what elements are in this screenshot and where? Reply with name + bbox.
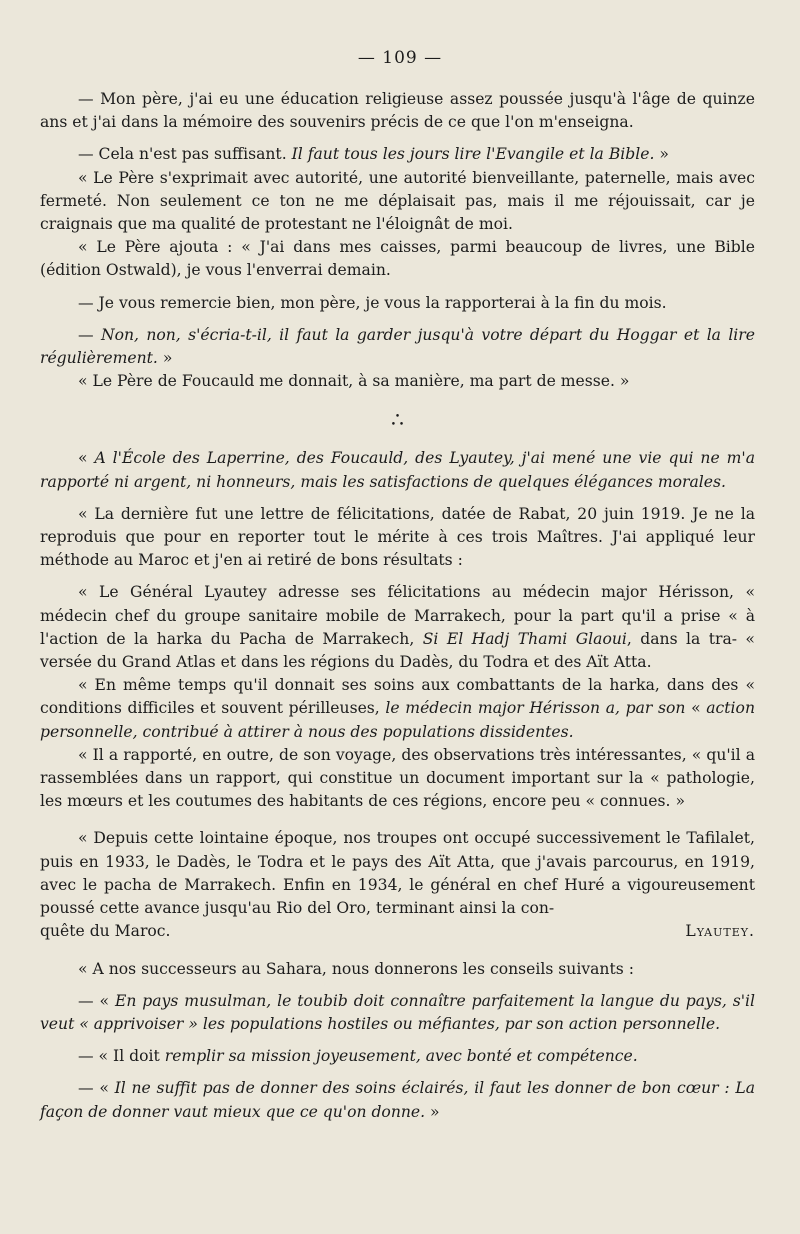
page-body [40,88,755,1124]
signature-line [40,920,755,943]
paragraph-15-italic: En pays musulman, le toubib doit connaître parfaitement la langue du pays, s'il veut « apprivoiser » les populations hostiles ou méfiantes, par son action personnelle. [40,991,755,1033]
paragraph-10-end: , dans la tra- « versée du Grand Atlas et dans les régions du Dadès, du Todra et des Aït Atta. [40,629,755,672]
page-number: — 109 — [357,48,443,68]
paragraph-11-italic-2: action personnelle, contribué à attirer à nous des populations dissidentes. [40,699,755,741]
paragraph-3: « Le Père s'exprimait avec autorité, une autorité bienveillante, paternelle, mais avec fermeté. Non seulement ce ton ne me déplaisait pas, mais il me réjouissait, car je craignais que ma qualité de protestant ne l'éloignât de moi. [40,168,755,234]
paragraph-13: « Depuis cette lointaine époque, nos troupes ont occupé successivement le Tafilalet, puis en 1933, le Dadès, le Todra et le pays des Aït Atta, que j'avais parcourus, en 1919, avec le pacha de Marrakech. Enfin en 1934, le général en chef Huré a vigoureusement poussé cette avance jusqu'au Rio del Oro, terminant ainsi la con- [40,829,755,918]
paragraph-10 [40,581,755,674]
paragraph-10-text: « Le Général Lyautey adresse ses félicitations au médecin major Hérisson, « médecin chef du groupe sanitaire mobile de Marrakech, pour la part qu'il a prise « à l'action de la harka du Pacha de Marrakech, [40,583,755,648]
paragraph-2-end: » [654,145,669,164]
paragraph-13-last-line: quête du Maroc. [40,922,171,941]
paragraph-15 [40,990,755,1036]
paragraph-2-italic: Il faut tous les jours lire l'Evangile et la Bible. [291,145,655,164]
paragraph-8-text: « [78,449,95,468]
ornament-top: • [394,412,401,423]
paragraph-8 [40,447,755,493]
paragraph-16-italic: remplir sa mission joyeusement, avec bonté et compétence. [164,1047,638,1066]
paragraph-6 [40,324,755,370]
paragraph-17-end: » [425,1102,440,1121]
paragraph-4: « Le Père ajouta : « J'ai dans mes caisses, parmi beaucoup de livres, une Bible (édition Ostwald), je vous l'enverrai demain. [40,238,755,280]
paragraph-8-italic: A l'École des Laperrine, des Foucauld, des Lyautey, j'ai mené une vie qui ne m'a rapporté ni argent, ni honneurs, mais les satisfactions de quelques élégances morales. [40,449,756,491]
paragraph-17-italic: Il ne suffit pas de donner des soins éclairés, il faut les donner de bon cœur : La façon de donner vaut mieux que ce qu'on donne. [40,1079,755,1121]
paragraph-11-mid: « [685,699,707,718]
paragraph-11-italic-1: le médecin major Hérisson a, par son [385,699,686,718]
paragraph-5: — Je vous remercie bien, mon père, je vous la rapporterai à la fin du mois. [78,293,667,312]
paragraph-15-text: — « [78,991,115,1010]
signature: Lyautey. [685,922,755,941]
paragraph-6-text: — [78,325,101,344]
paragraph-1: — Mon père, j'ai eu une éducation religieuse assez poussée jusqu'à l'âge de quinze ans et j'ai dans la mémoire des souvenirs précis de ce que l'on m'enseigna. [40,90,755,132]
paragraph-16 [40,1045,755,1068]
paragraph-10-italic: Si El Hadj Thami Glaoui [422,629,627,648]
paragraph-6-italic: Non, non, s'écria-t-il, il faut la garder jusqu'à votre départ du Hoggar et la lire régulièrement. [40,325,755,368]
ornament-bottom: • • [390,420,405,431]
paragraph-2-text: — Cela n'est pas suffisant. [78,145,292,164]
paragraph-6-end: » [157,349,173,368]
section-ornament [40,413,755,429]
paragraph-11-text: « En même temps qu'il donnait ses soins aux combattants de la harka, dans des « conditions difficiles et souvent périlleuses, [40,676,755,718]
paragraph-12: « Il a rapporté, en outre, de son voyage, des observations très intéressantes, « qu'il a rassemblées dans un rapport, qui constitue un document important sur la « pathologie, les mœurs et les coutumes des habitants de ces régions, encore peu « connues. » [40,745,755,811]
paragraph-14: « A nos successeurs au Sahara, nous donnerons les conseils suivants : [78,959,634,978]
paragraph-16-text: — « Il doit [78,1047,165,1066]
paragraph-9: « La dernière fut une lettre de félicitations, datée de Rabat, 20 juin 1919. Je ne la reproduis que pour en reporter tout le mérite à ces trois Maîtres. J'ai appliqué leur méthode au Maroc et j'en ai retiré de bons résultats : [40,504,755,570]
paragraph-7: « Le Père de Foucauld me donnait, à sa manière, ma part de messe. » [78,372,630,391]
paragraph-17 [40,1077,755,1123]
paragraph-17-text: — « [78,1079,115,1098]
paragraph-2 [40,143,755,166]
paragraph-11 [40,674,755,744]
